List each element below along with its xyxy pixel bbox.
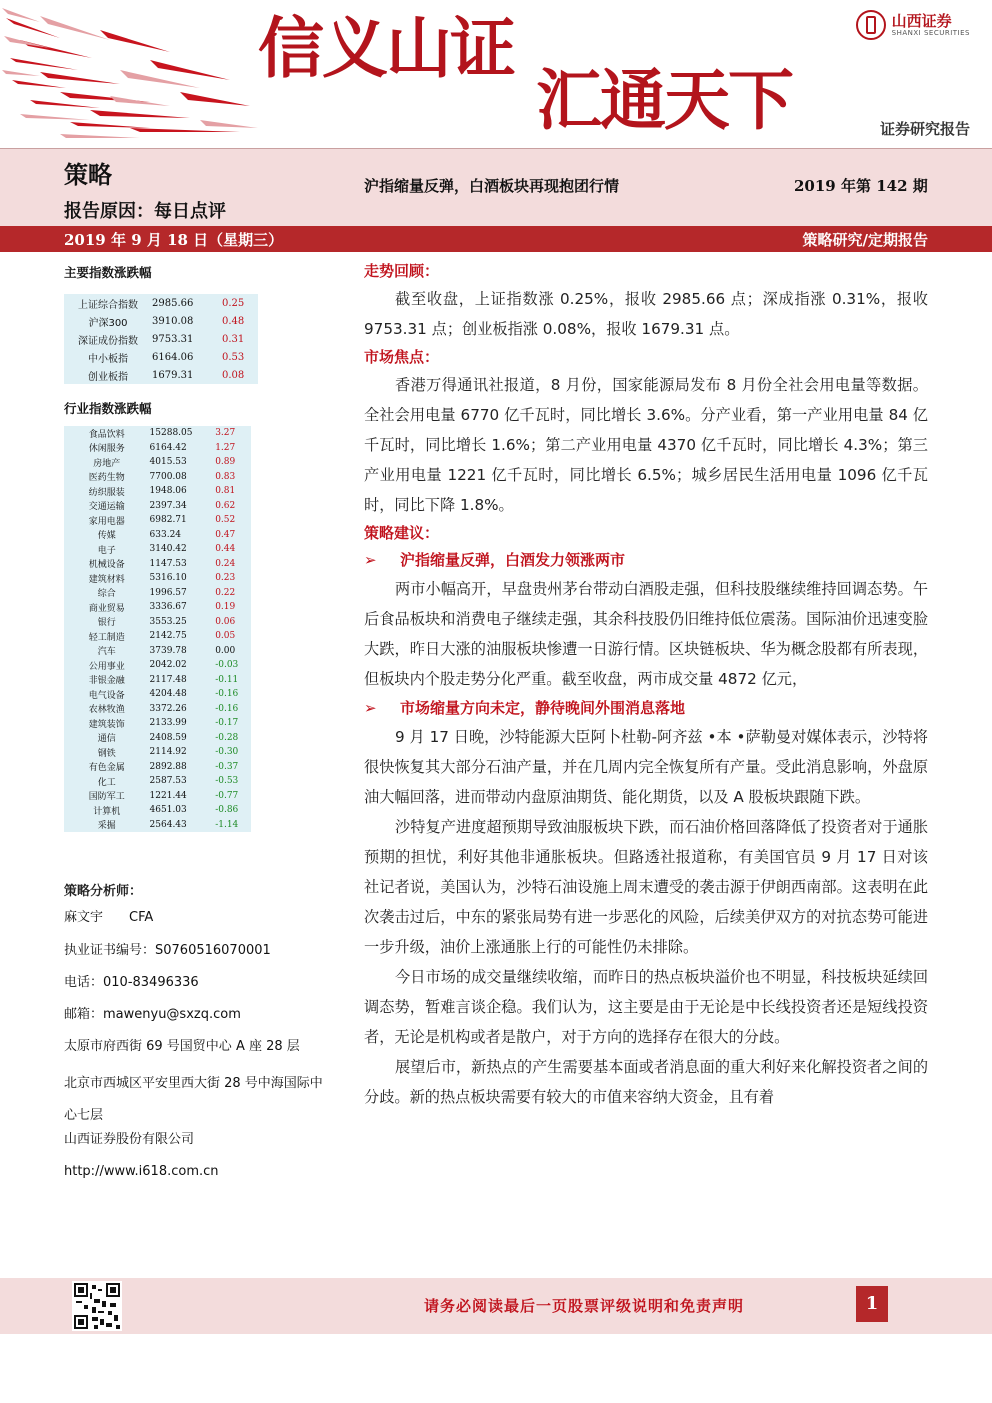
index-row bbox=[64, 366, 258, 384]
logo-text: 山西证券 bbox=[891, 12, 952, 30]
index-table bbox=[64, 294, 258, 384]
date-bar bbox=[0, 226, 992, 252]
industry-change: 0.89 bbox=[215, 457, 236, 468]
industry-value: 5316.10 bbox=[149, 573, 187, 584]
industry-row bbox=[64, 803, 251, 818]
industry-name: 国防军工 bbox=[88, 792, 125, 803]
industry-row bbox=[64, 528, 251, 543]
subsection-2-paragraph-4: 展望后市，新热点的产生需要基本面或者消息面的重大利好来化解投资者之间的分歧。新的热点板块需要有较大的市值来容纳大资金，且有着 bbox=[364, 1058, 928, 1106]
industry-value: 1221.44 bbox=[149, 790, 187, 801]
industry-row bbox=[64, 731, 251, 746]
industry-change: 0.00 bbox=[215, 645, 236, 656]
industry-name: 综合 bbox=[97, 589, 116, 600]
phone-number: 电话：010-83496336 bbox=[64, 975, 199, 990]
slogan bbox=[258, 10, 792, 139]
index-name: 创业板指 bbox=[88, 371, 128, 383]
industry-change: -0.17 bbox=[215, 718, 239, 729]
subsection-2-title: 市场缩量方向未定，静待晚间外围消息落地 bbox=[400, 699, 686, 717]
industry-change: 3.27 bbox=[215, 428, 236, 439]
license-number: 执业证书编号：S0760516070001 bbox=[64, 943, 271, 958]
index-change: 0.25 bbox=[222, 297, 245, 309]
industry-value: 2587.53 bbox=[149, 776, 187, 787]
logo-subtext: SHANXI SECURITIES bbox=[891, 29, 970, 37]
industry-name: 有色金属 bbox=[88, 763, 125, 774]
subsection-1-paragraph: 两市小幅高开，早盘贵州茅台带动白酒股走强，但科技股继续维持回调态势。午后食品板块和消费电子继续走强，其余科技股仍旧维持低位震荡。国际油价迅速变脸大跌，昨日大涨的油服板块惨遭一日游行情。区块链板块、华为概念股都有所表现，但板块内个股走势分化严重。截至收盘，两市成交量 4872 亿元， bbox=[364, 580, 928, 688]
industry-row bbox=[64, 629, 251, 644]
industry-change: 0.19 bbox=[215, 602, 236, 613]
industry-row bbox=[64, 615, 251, 630]
page-number: 1 bbox=[856, 1286, 888, 1322]
industry-change: -0.11 bbox=[215, 674, 239, 685]
industry-value: 3553.25 bbox=[149, 616, 187, 627]
logo-icon bbox=[856, 10, 886, 40]
index-change: 0.31 bbox=[222, 333, 245, 345]
review-paragraph: 截至收盘，上证指数涨 0.25%，报收 2985.66 点；深成指涨 0.31%，报收 9753.31 点；创业板指涨 0.08%，报收 1679.31 点。 bbox=[364, 290, 928, 338]
industry-value: 6982.71 bbox=[149, 515, 187, 526]
industry-change: 0.83 bbox=[215, 471, 236, 482]
industry-name: 建筑材料 bbox=[88, 574, 125, 585]
index-change: 0.53 bbox=[222, 351, 245, 363]
industry-row bbox=[64, 542, 251, 557]
industry-change: 0.06 bbox=[215, 616, 236, 627]
index-value: 3910.08 bbox=[152, 315, 194, 327]
industry-change: -0.86 bbox=[215, 805, 239, 816]
subsection-1-title: 沪指缩量反弹，白酒发力领涨两市 bbox=[400, 551, 626, 569]
review-heading: 走势回顾： bbox=[364, 262, 440, 280]
industry-name: 机械设备 bbox=[88, 560, 125, 571]
industry-row bbox=[64, 644, 251, 659]
industry-name: 化工 bbox=[97, 777, 116, 788]
industry-change: 0.44 bbox=[215, 544, 236, 555]
industry-name: 非银金融 bbox=[88, 676, 125, 687]
industry-change: -0.77 bbox=[215, 790, 239, 801]
industry-row bbox=[64, 600, 251, 615]
industry-value: 1996.57 bbox=[149, 587, 187, 598]
page-footer bbox=[0, 1278, 992, 1334]
industry-name: 通信 bbox=[97, 734, 116, 745]
industry-name: 公用事业 bbox=[88, 661, 125, 672]
industry-name: 纺织服装 bbox=[88, 487, 125, 498]
advice-heading: 策略建议： bbox=[364, 524, 440, 542]
index-row bbox=[64, 348, 258, 366]
industry-value: 2042.02 bbox=[149, 660, 187, 671]
index-value: 6164.06 bbox=[152, 351, 194, 363]
slogan-line2: 汇通天下 bbox=[536, 62, 792, 139]
industry-name: 房地产 bbox=[93, 458, 121, 469]
report-category-title: 策略 bbox=[64, 161, 112, 189]
industry-row bbox=[64, 441, 251, 456]
industry-name: 农林牧渔 bbox=[88, 705, 125, 716]
industry-row bbox=[64, 673, 251, 688]
industry-table-heading: 行业指数涨跌幅 bbox=[64, 401, 152, 416]
industry-name: 建筑装饰 bbox=[88, 719, 125, 730]
industry-row bbox=[64, 499, 251, 514]
index-value: 2985.66 bbox=[152, 297, 194, 309]
index-name: 沪深300 bbox=[88, 317, 128, 329]
index-name: 中小板指 bbox=[88, 353, 128, 365]
industry-value: 4204.48 bbox=[149, 689, 187, 700]
industry-name: 电子 bbox=[97, 545, 116, 556]
industry-name: 医药生物 bbox=[88, 473, 125, 484]
company-name: 山西证券股份有限公司 bbox=[64, 1132, 195, 1147]
industry-name: 交通运输 bbox=[88, 502, 125, 513]
website-link[interactable]: http://www.i618.com.cn bbox=[64, 1164, 219, 1179]
industry-row bbox=[64, 571, 251, 586]
industry-value: 4015.53 bbox=[149, 457, 187, 468]
industry-row bbox=[64, 470, 251, 485]
industry-name: 电气设备 bbox=[88, 690, 125, 701]
arrow-bullet-icon: ➢ bbox=[364, 699, 377, 717]
industry-name: 食品饮料 bbox=[88, 429, 125, 440]
index-value: 1679.31 bbox=[152, 369, 194, 381]
industry-change: -0.16 bbox=[215, 689, 239, 700]
main-content bbox=[364, 258, 928, 1112]
industry-change: 0.23 bbox=[215, 573, 236, 584]
industry-value: 3739.78 bbox=[149, 645, 187, 656]
industry-row bbox=[64, 426, 251, 441]
email-address[interactable]: 邮箱：mawenyu@sxzq.com bbox=[64, 1007, 241, 1022]
issue-number: 2019 年第 142 期 bbox=[794, 177, 928, 195]
industry-name: 汽车 bbox=[97, 647, 116, 658]
industry-row bbox=[64, 774, 251, 789]
industry-name: 传媒 bbox=[97, 531, 116, 542]
industry-value: 4651.03 bbox=[149, 805, 187, 816]
report-type: 证券研究报告 bbox=[879, 120, 970, 138]
analyst-name: 麻文宇 CFA bbox=[64, 910, 154, 925]
industry-row bbox=[64, 789, 251, 804]
qr-code-icon bbox=[72, 1281, 122, 1331]
index-name: 上证综合指数 bbox=[78, 299, 138, 311]
industry-row bbox=[64, 716, 251, 731]
industry-change: 0.22 bbox=[215, 587, 236, 598]
industry-value: 2133.99 bbox=[149, 718, 187, 729]
report-date: 2019 年 9 月 18 日（星期三） bbox=[64, 231, 284, 249]
industry-row bbox=[64, 702, 251, 717]
industry-row bbox=[64, 586, 251, 601]
industry-change: -0.28 bbox=[215, 732, 239, 743]
industry-change: 0.81 bbox=[215, 486, 236, 497]
industry-change: -0.30 bbox=[215, 747, 239, 758]
industry-value: 3140.42 bbox=[149, 544, 187, 555]
industry-name: 轻工制造 bbox=[88, 632, 125, 643]
subsection-2-paragraph-2: 沙特复产进度超预期导致油服板块下跌，而石油价格回落降低了投资者对于通胀预期的担忧，利好其他非通胀板块。但路透社报道称，有美国官员 9 月 17 日对该社记者说，美国认为，沙特石油设施上周末遭受的袭击源于伊朗西南部。这表明在此次袭击过后，中东的紧张局势有进一步恶化的风险，后续美伊双方的对抗态势可能进一步升级，油价上涨通胀上行的可能性仍未排除。 bbox=[364, 818, 928, 956]
industry-change: -1.14 bbox=[215, 819, 239, 830]
industry-name: 商业贸易 bbox=[88, 603, 125, 614]
title-band bbox=[0, 148, 992, 227]
industry-change: 1.27 bbox=[215, 442, 236, 453]
index-row bbox=[64, 312, 258, 330]
analyst-heading: 策略分析师： bbox=[64, 884, 143, 899]
industry-value: 15288.05 bbox=[149, 428, 193, 439]
address-taiyuan: 太原市府西街 69 号国贸中心 A 座 28 层 bbox=[64, 1039, 300, 1054]
industry-value: 2408.59 bbox=[149, 732, 187, 743]
arrow-motif-graphic bbox=[0, 0, 260, 148]
industry-change: 0.47 bbox=[215, 529, 236, 540]
industry-row bbox=[64, 760, 251, 775]
industry-change: -0.03 bbox=[215, 660, 239, 671]
industry-change: -0.16 bbox=[215, 703, 239, 714]
industry-name: 钢铁 bbox=[97, 748, 116, 759]
disclaimer-notice: 请务必阅读最后一页股票评级说明和免责声明 bbox=[424, 1297, 745, 1315]
industry-name: 家用电器 bbox=[88, 516, 125, 527]
arrow-bullet-icon: ➢ bbox=[364, 551, 377, 569]
industry-row bbox=[64, 658, 251, 673]
industry-value: 2114.92 bbox=[149, 747, 187, 758]
industry-row bbox=[64, 745, 251, 760]
slogan-line1: 信义山证 bbox=[258, 10, 514, 87]
industry-value: 2564.43 bbox=[149, 819, 187, 830]
industry-value: 1948.06 bbox=[149, 486, 187, 497]
index-row bbox=[64, 330, 258, 348]
index-change: 0.08 bbox=[222, 369, 245, 381]
industry-table bbox=[64, 426, 251, 832]
industry-name: 计算机 bbox=[93, 806, 121, 817]
industry-change: 0.24 bbox=[215, 558, 236, 569]
report-title: 沪指缩量反弹，白酒板块再现抱团行情 bbox=[364, 177, 620, 195]
industry-name: 休闲服务 bbox=[88, 444, 125, 455]
industry-row bbox=[64, 818, 251, 833]
industry-value: 6164.42 bbox=[149, 442, 187, 453]
company-logo bbox=[856, 10, 970, 40]
report-subcategory: 策略研究/定期报告 bbox=[802, 231, 928, 249]
report-reason: 报告原因：每日点评 bbox=[64, 201, 226, 222]
index-table-heading: 主要指数涨跌幅 bbox=[64, 265, 152, 280]
industry-row bbox=[64, 557, 251, 572]
index-name: 深证成份指数 bbox=[78, 335, 138, 347]
industry-value: 633.24 bbox=[149, 529, 182, 540]
industry-change: -0.37 bbox=[215, 761, 239, 772]
industry-value: 7700.08 bbox=[149, 471, 187, 482]
index-change: 0.48 bbox=[222, 315, 245, 327]
industry-value: 2892.88 bbox=[149, 761, 187, 772]
industry-change: 0.52 bbox=[215, 515, 236, 526]
industry-value: 3336.67 bbox=[149, 602, 187, 613]
index-value: 9753.31 bbox=[152, 333, 194, 345]
industry-name: 采掘 bbox=[97, 821, 116, 832]
industry-change: 0.62 bbox=[215, 500, 236, 511]
subsection-2-paragraph-3: 今日市场的成交量继续收缩，而昨日的热点板块溢价也不明显，科技板块延续回调态势，暂难言谈企稳。我们认为，这主要是由于无论是中长线投资者还是短线投资者，无论是机构或者是散户，对于方向的选择存在很大的分歧。 bbox=[364, 968, 928, 1046]
industry-row bbox=[64, 687, 251, 702]
subsection-1-heading bbox=[364, 546, 928, 574]
focus-paragraph: 香港万得通讯社报道，8 月份，国家能源局发布 8 月份全社会用电量等数据。全社会用电量 6770 亿千瓦时，同比增长 3.6%。分产业看，第一产业用电量 84 亿千瓦时，同比增长 1.6%；第二产业用电量 4370 亿千瓦时，同比增长 4.3%；第三产业用电量 1221 亿千瓦时，同比增长 6.5%；城乡居民生活用电量 1096 亿千瓦时，同比下降 1.8%。 bbox=[364, 376, 928, 514]
industry-value: 2117.48 bbox=[149, 674, 187, 685]
industry-value: 1147.53 bbox=[149, 558, 187, 569]
industry-change: -0.53 bbox=[215, 776, 239, 787]
industry-change: 0.05 bbox=[215, 631, 236, 642]
focus-heading: 市场焦点： bbox=[364, 348, 440, 366]
industry-row bbox=[64, 484, 251, 499]
address-beijing: 北京市西城区平安里西大街 28 号中海国际中心七层 bbox=[64, 1076, 323, 1123]
subsection-2-paragraph-1: 9 月 17 日晚，沙特能源大臣阿卜杜勒-阿齐兹 •本 •萨勒曼对媒体表示，沙特将很快恢复其大部分石油产量，并在几周内完全恢复所有产量。受此消息影响，外盘原油大幅回落，进而带动内盘原油期货、能化期货，以及 A 股板块跟随下跌。 bbox=[364, 728, 928, 806]
industry-value: 3372.26 bbox=[149, 703, 187, 714]
index-row bbox=[64, 294, 258, 312]
report-header bbox=[0, 0, 992, 148]
industry-row bbox=[64, 513, 251, 528]
subsection-2-heading bbox=[364, 694, 928, 722]
industry-name: 银行 bbox=[97, 618, 116, 629]
industry-row bbox=[64, 455, 251, 470]
industry-value: 2142.75 bbox=[149, 631, 187, 642]
industry-value: 2397.34 bbox=[149, 500, 187, 511]
